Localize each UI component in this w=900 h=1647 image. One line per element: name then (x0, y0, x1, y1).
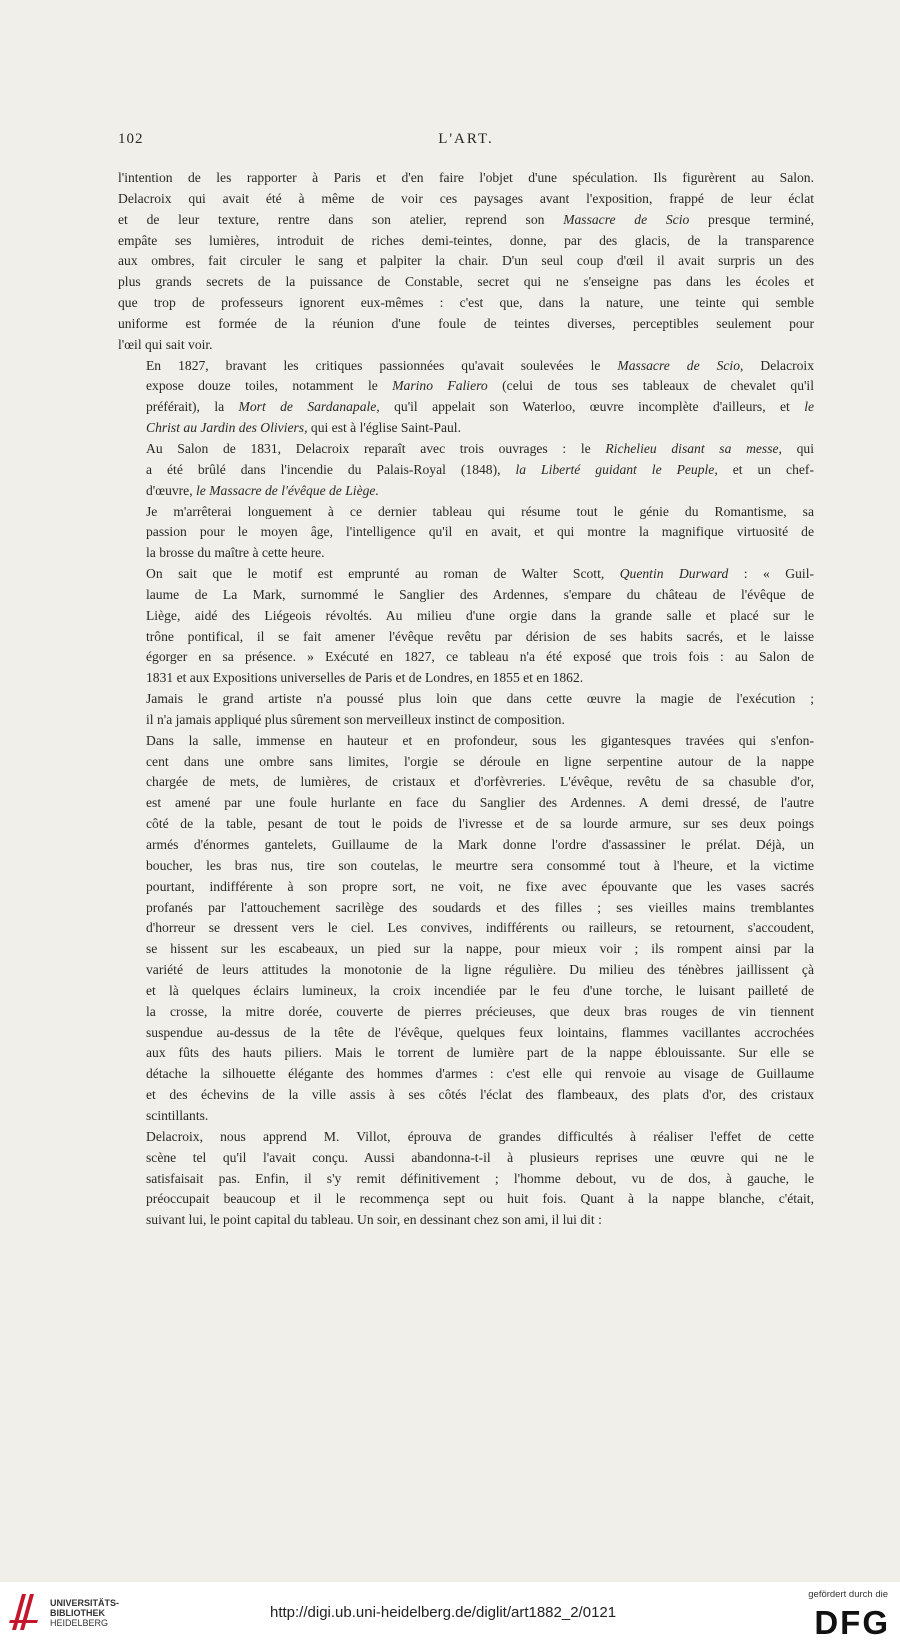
library-name-line: BIBLIOTHEK (50, 1608, 105, 1618)
text-line: trône pontifical, il se fait amener l'évêque revêtu par dérision de ses habits sacrés, et le laisse (146, 628, 814, 644)
paragraph (118, 502, 814, 565)
text-line: laume de La Mark, surnommé le Sanglier des Ardennes, s'empare du château de l'évêque de (146, 586, 814, 602)
paragraph (118, 564, 814, 689)
italic-title: Massacre de Scio (617, 357, 741, 373)
library-name-line: HEIDELBERG (50, 1618, 109, 1628)
paragraph (118, 356, 814, 439)
italic-title: la Liberté guidant le Peuple, (515, 461, 718, 477)
text-line: plus grands secrets de la puissance de Constable, secret qui ne s'enseigne pas dans les écoles et (118, 274, 814, 290)
text-line: armés d'énormes gantelets, Guillaume de la Mark donne l'ordre d'assassiner le prélat. Déjà, un (146, 837, 814, 852)
page-header (118, 131, 814, 153)
italic-title: Mort de Sardanapale, (238, 399, 380, 415)
text-line: uniforme est formée de la réunion d'une foule de teintes diverses, perceptibles seulement pour (118, 315, 814, 331)
text-line: cent dans une ombre sans limites, l'orgie se déroule en ligne serpentine autour de la nappe (146, 753, 814, 769)
text-line: l'intention de les rapporter à Paris et d'en faire l'objet d'une spéculation. Ils figurèrent au Salon. (118, 170, 814, 185)
text-line: Dans la salle, immense en hauteur et en profondeur, sous les gigantesques travées qui s'enfon- (146, 732, 814, 748)
text-line: a été brûlé dans l'incendie du Palais-Royal (1848), la Liberté guidant le Peuple, et un chef- (146, 461, 814, 477)
text-line: aux fûts des hauts piliers. Mais le torrent de lumière part de la nappe éblouissante. Sur elle se (146, 1045, 814, 1061)
text-line: scène tel qu'il l'avait conçu. Aussi abandonna-t-il à plusieurs reprises une œuvre qui ne le (146, 1149, 814, 1165)
text-line: aux ombres, fait circuler le sang et palpiter la chair. D'un seul coup d'œil il avait surpris un des (118, 253, 814, 269)
text-line: préférait), la Mort de Sardanapale, qu'il appelait son Waterloo, œuvre incomplète d'ailleurs, et le (146, 399, 814, 415)
text-line: Au Salon de 1831, Delacroix reparaît avec trois ouvrages : le Richelieu disant sa messe, qui (146, 440, 814, 456)
italic-title: le (804, 399, 814, 415)
text-line: boucher, les bras nus, tire son coutelas, le meurtre sera consommé tout à l'heure, et la victime (146, 857, 814, 873)
text-line: expose douze toiles, notamment le Marino Faliero (celui de tous ses tableaux de chevalet qu'il (146, 378, 814, 394)
digitization-footer (0, 1582, 900, 1647)
italic-title: Massacre de Scio (563, 211, 690, 227)
italic-title: Richelieu disant sa messe, (605, 440, 782, 456)
paragraph (118, 1127, 814, 1231)
text-line: et des échevins de la ville assis à ses côtés l'éclat des flambeaux, des plats d'or, des cristaux (146, 1087, 814, 1103)
italic-title: Christ au Jardin des Oliviers, (146, 420, 308, 436)
italic-title: Quentin Durward (619, 566, 729, 582)
text-line: côté de la table, pesant de tout le poids de l'ivresse et de sa lourde armure, sur ses deux poings (146, 816, 814, 832)
text-line: En 1827, bravant les critiques passionnées qu'avait soulevées le Massacre de Scio, Delacroix (146, 357, 815, 373)
text-line: il n'a jamais appliqué plus sûrement son merveilleux instinct de composition. (146, 711, 565, 727)
text-line: Christ au Jardin des Oliviers, qui est à l'église Saint-Paul. (146, 420, 461, 436)
text-line: Delacroix qui avait été à même de voir ces paysages avant l'exposition, frappé de leur éclat (118, 190, 814, 206)
funding-label: gefördert durch die (808, 1589, 888, 1600)
text-line: suspendue au-dessus de la tête de l'évêque, quelques feux lointains, flammes vacillantes accrochées (146, 1024, 814, 1040)
text-line: égorger en sa présence. » Exécuté en 1827, ce tableau n'a été exposé que trois fois : au Salon de (146, 649, 814, 665)
text-line: d'horreur se dressent vers le ciel. Les convives, indifférents ou railleurs, se retournent, s'accoudent, (146, 920, 814, 936)
text-line: chargée de mets, de lumières, de cristaux et d'orfèvreries. L'évêque, revêtu de sa chasuble d'or, (146, 774, 814, 790)
text-line: Jamais le grand artiste n'a poussé plus loin que dans cette œuvre la magie de l'exécution ; (146, 691, 814, 707)
text-line: préoccupait beaucoup et il le recommença sept ou huit fois. Quant à la nappe blanche, c'était, (146, 1191, 814, 1207)
italic-title: le Massacre de l'évêque de Liège. (196, 482, 379, 498)
text-line: Je m'arrêterai longuement à ce dernier tableau qui résume tout le génie du Romantisme, sa (146, 503, 814, 519)
text-line: est amené par une foule hurlante en face du Sanglier des Ardennes. A demi dressé, de l'autre (146, 795, 814, 811)
text-line: Liège, aidé des Liégeois révoltés. Au milieu d'une orgie dans la grande salle et placé sur le (146, 607, 814, 623)
text-line: On sait que le motif est emprunté au roman de Walter Scott, Quentin Durward : « Guil- (146, 566, 814, 582)
library-name (50, 1598, 119, 1628)
text-line: et là quelques éclairs lumineux, la croix incendiée par le feu d'une torche, le luisant pailleté de (146, 982, 814, 998)
paragraph (118, 168, 814, 356)
text-line: que trop de professeurs ignorent eux-mêmes : c'est que, dans la nature, une teinte qui semble (118, 295, 814, 311)
text-line: scintillants. (146, 1107, 209, 1123)
text-line: passion pour le moyen âge, l'intelligence qu'il en avait, et qui montre la magnifique virtuosité de (146, 524, 814, 540)
running-title: L'ART. (438, 131, 494, 147)
text-line: profanés par l'attouchement sacrilège des soudards et des filles ; ses vieilles mains tremblantes (146, 899, 814, 915)
university-library-logo-icon (8, 1590, 40, 1634)
text-line: suivant lui, le point capital du tableau. Un soir, en dessinant chez son ami, il lui dit : (146, 1212, 602, 1228)
text-line: détache la silhouette élégante des hommes d'armes : c'est elle qui renvoie au visage de Guillaume (146, 1066, 814, 1082)
italic-title: Marino Faliero (392, 378, 488, 394)
text-line: la crosse, la mitre dorée, couverte de pierres précieuses, que deux bras rouges de vin tiennent (146, 1003, 814, 1019)
paragraph (118, 439, 814, 502)
text-line: la brosse du maître à cette heure. (146, 545, 325, 561)
dfg-logo: DFG (814, 1604, 890, 1641)
text-line: variété de leurs attitudes la monotonie de la ligne régulière. Du milieu des ténèbres jaillissent çà (146, 962, 814, 978)
text-line: et de leur texture, rentre dans son atelier, reprend son Massacre de Scio presque terminé, (118, 211, 814, 227)
paragraph (118, 689, 814, 731)
text-line: se hissent sur les escabeaux, un pied sur la nappe, pour mieux voir ; ils rompent ainsi par la (146, 941, 814, 957)
library-name-line: UNIVERSITÄTS- (50, 1598, 120, 1608)
permalink-url[interactable]: http://digi.ub.uni-heidelberg.de/diglit/art1882_2/0121 (270, 1604, 617, 1621)
page-number: 102 (118, 131, 144, 147)
text-line: d'œuvre, le Massacre de l'évêque de Liège. (146, 482, 379, 498)
article-body (118, 168, 814, 1231)
text-line: empâte ses lumières, introduit de riches demi-teintes, donne, par des glacis, de la transparence (118, 232, 814, 248)
text-line: satisfaisait pas. Enfin, il s'y remit définitivement ; l'homme debout, vu de dos, à gauche, le (146, 1170, 814, 1186)
text-line: 1831 et aux Expositions universelles de Paris et de Londres, en 1855 et en 1862. (146, 670, 584, 686)
text-line: Delacroix, nous apprend M. Villot, éprouva de grandes difficultés à réaliser l'effet de cette (146, 1128, 814, 1144)
paragraph (118, 731, 814, 1127)
text-line: l'œil qui sait voir. (118, 336, 213, 352)
text-line: pourtant, indifférente à son propre sort, ne voit, ne fixe avec épouvante que les vases sacrés (146, 878, 814, 894)
